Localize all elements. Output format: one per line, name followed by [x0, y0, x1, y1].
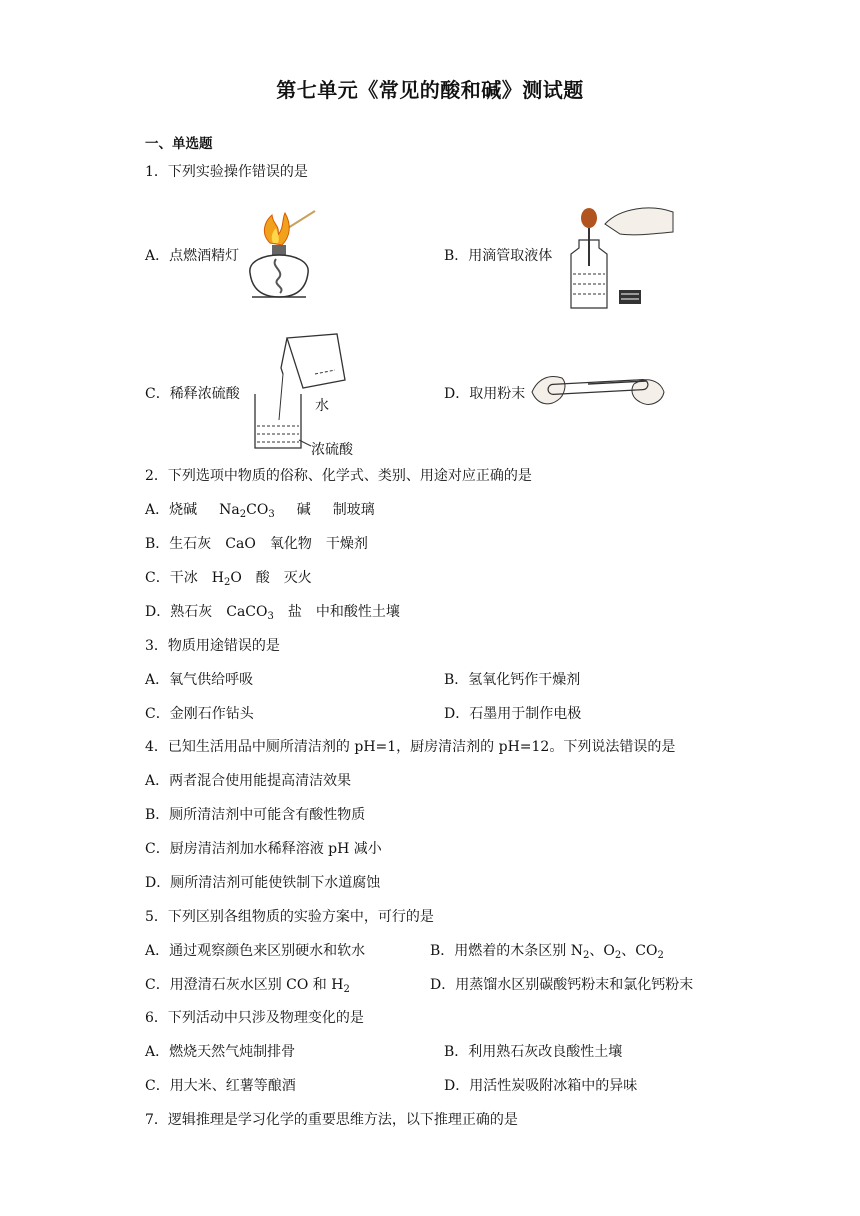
q1-option-c: C．稀释浓硫酸: [145, 386, 240, 402]
q2-option-c: C．干冰 $H_2O$ 酸 灭火: [145, 570, 312, 588]
q2-stem: 2．下列选项中物质的俗称、化学式、类别、用途对应正确的是: [145, 468, 532, 484]
section-heading: 一、单选题: [145, 136, 213, 152]
q4-stem: 4．已知生活用品中厕所清洁剂的 pH=1，厨房清洁剂的 pH=12。下列说法错误的是: [145, 739, 676, 755]
q4-option-b: B．厕所清洁剂中可能含有酸性物质: [145, 807, 366, 823]
q6-stem: 6．下列活动中只涉及物理变化的是: [145, 1010, 364, 1026]
q1-stem: 1．下列实验操作错误的是: [145, 164, 308, 180]
q5-option-c: C．用澄清石灰水区别 CO 和 $H_2$: [145, 977, 350, 995]
q6-option-c: C．用大米、红薯等酿酒: [145, 1078, 296, 1094]
powder-tube-figure: [528, 362, 668, 422]
q1-option-a: A．点燃酒精灯: [145, 248, 240, 264]
q3-option-b: B．氢氧化钙作干燥剂: [444, 672, 581, 688]
q6-option-a: A．燃烧天然气炖制排骨: [145, 1044, 296, 1060]
q3-option-c: C．金刚石作钻头: [145, 706, 254, 722]
fig-label-acid: 浓硫酸: [311, 442, 353, 458]
q2-option-a: A．烧碱 $Na_2CO_3$ 碱 制玻璃: [145, 502, 375, 520]
fig-label-water: 水: [315, 398, 329, 414]
q4-option-a: A．两者混合使用能提高清洁效果: [145, 773, 352, 789]
q5-option-b: B．用燃着的木条区别 $N_2$、$O_2$、$CO_2$: [430, 943, 664, 961]
q6-option-d: D．用活性炭吸附冰箱中的异味: [444, 1078, 638, 1094]
q5-stem: 5．下列区别各组物质的实验方案中，可行的是: [145, 909, 434, 925]
dropper-bottle-figure: [565, 196, 675, 316]
page-title: 第七单元《常见的酸和碱》测试题: [276, 78, 584, 102]
q5-option-d: D．用蒸馏水区别碳酸钙粉末和氯化钙粉末: [430, 977, 694, 993]
q3-stem: 3．物质用途错误的是: [145, 638, 280, 654]
q4-option-d: D．厕所清洁剂可能使铁制下水道腐蚀: [145, 875, 381, 891]
q7-stem: 7．逻辑推理是学习化学的重要思维方法，以下推理正确的是: [145, 1112, 518, 1128]
q6-option-b: B．利用熟石灰改良酸性土壤: [444, 1044, 623, 1060]
q3-option-d: D．石墨用于制作电极: [444, 706, 582, 722]
q2-option-b: B．生石灰 CaO 氧化物 干燥剂: [145, 536, 368, 552]
q1-option-b: B．用滴管取液体: [444, 248, 553, 264]
q3-option-a: A．氧气供给呼吸: [145, 672, 254, 688]
q5-option-a: A．通过观察颜色来区别硬水和软水: [145, 943, 366, 959]
alcohol-lamp-match-figure: [240, 203, 330, 308]
q4-option-c: C．厨房清洁剂加水稀释溶液 pH 减小: [145, 841, 382, 857]
dilute-acid-figure: [245, 330, 375, 460]
q2-option-d: D．熟石灰 CaCO$_3$ 盐 中和酸性土壤: [145, 604, 400, 622]
q1-option-d: D．取用粉末: [444, 386, 526, 402]
